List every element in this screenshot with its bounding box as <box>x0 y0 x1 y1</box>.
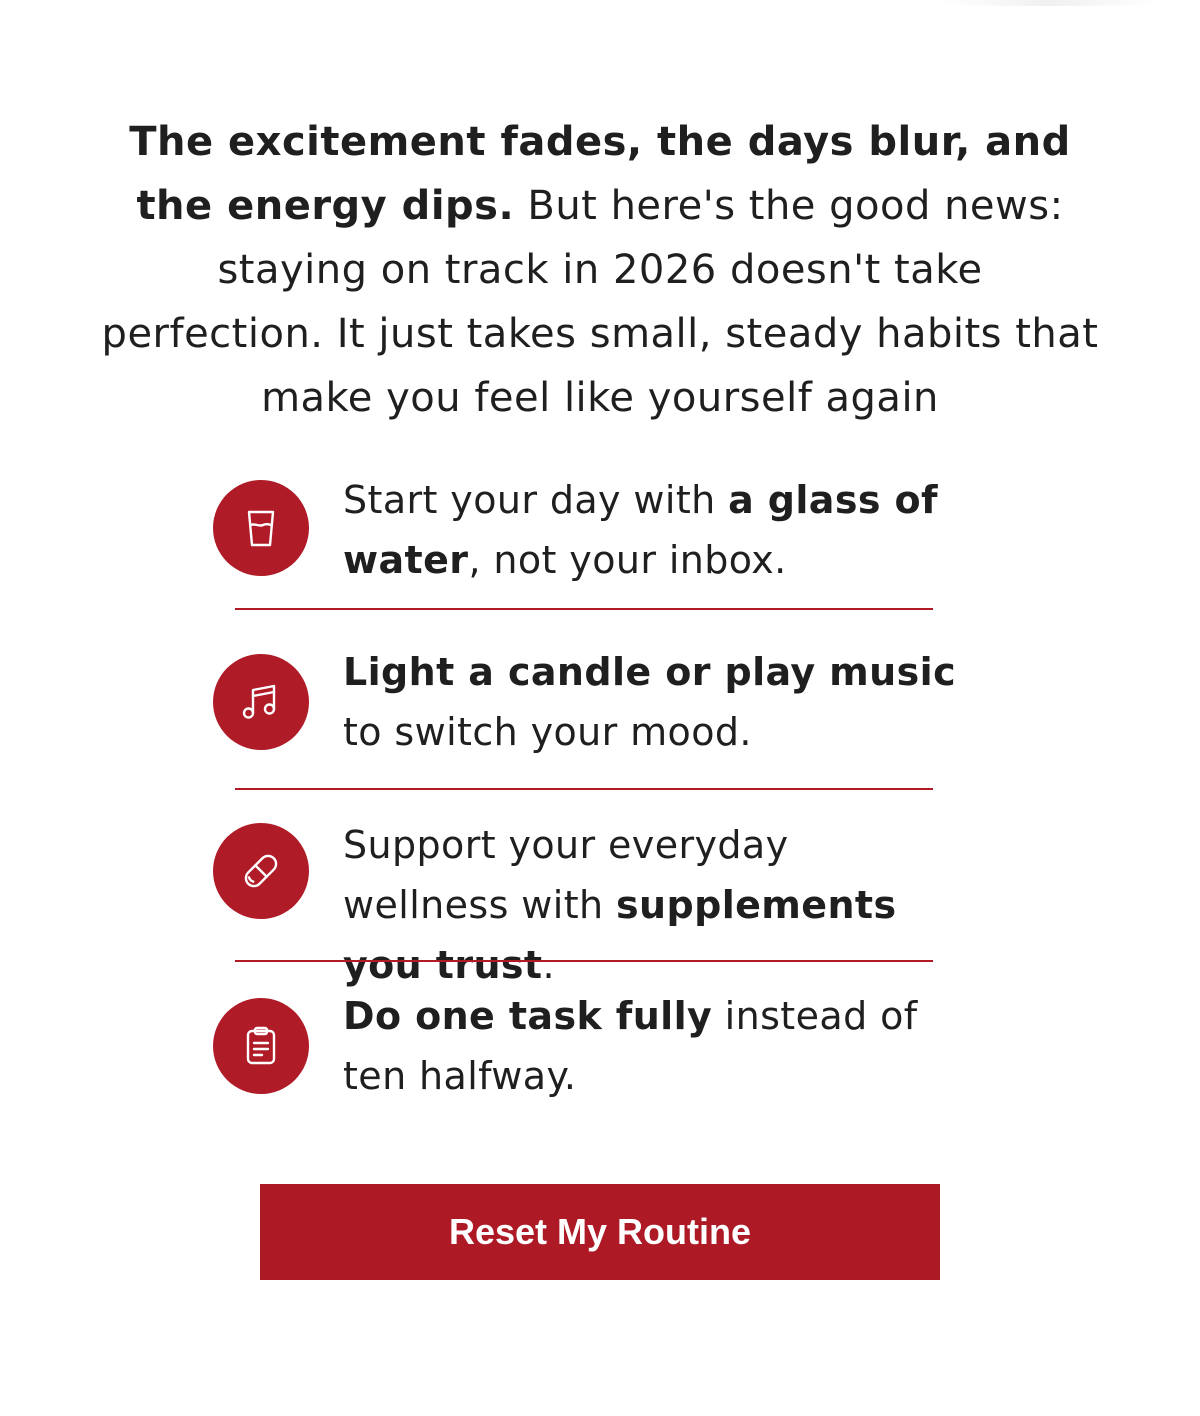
clipboard-icon <box>213 998 309 1094</box>
tip-text-pre: Support your everyday wellness with <box>343 823 789 927</box>
tip-text <box>343 986 963 1106</box>
top-edge-shadow <box>940 0 1160 6</box>
tip-text-post: to switch your mood. <box>343 710 752 754</box>
tip-text-post: . <box>542 943 555 987</box>
tip-text <box>343 642 963 762</box>
tip-divider <box>235 960 933 962</box>
tip-text-bold: Do one task fully <box>343 994 713 1038</box>
tip-text-bold: supplements you trust <box>343 883 897 987</box>
water-glass-icon <box>213 480 309 576</box>
tip-text-bold: a glass of water <box>343 478 938 582</box>
tip-text-bold: Light a candle or play music <box>343 650 957 694</box>
tip-text <box>343 470 963 590</box>
intro-paragraph <box>100 110 1100 430</box>
tip-text <box>343 815 963 995</box>
pill-capsule-icon <box>213 823 309 919</box>
tip-divider <box>235 788 933 790</box>
reset-routine-button[interactable]: Reset My Routine <box>260 1184 940 1280</box>
tip-divider <box>235 608 933 610</box>
tip-text-pre: Start your day with <box>343 478 729 522</box>
tip-text-post: , not your inbox. <box>468 538 787 582</box>
music-note-icon <box>213 654 309 750</box>
intro-text: But here's the good news: staying on track in 2026 doesn't take perfection. It just takes small, steady habits that make you feel like yourself again <box>101 183 1099 421</box>
intro-bold-text: The excitement fades, the days blur, and the energy dips. <box>129 119 1071 229</box>
tip-text-post: instead of ten halfway. <box>343 994 918 1098</box>
